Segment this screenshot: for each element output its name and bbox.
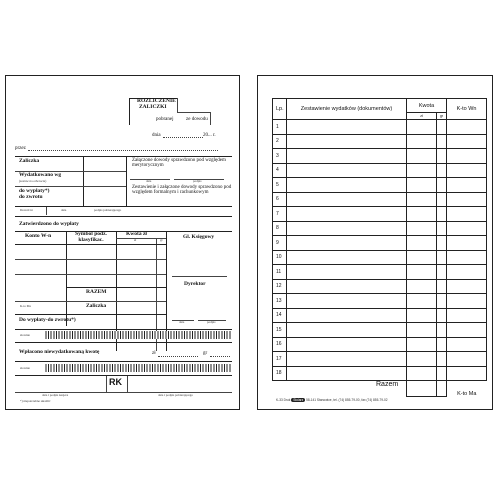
table-row	[273, 250, 487, 265]
row-amount-gr	[437, 192, 447, 207]
label-wydatkowano-sub: (zestaw na odwrocie)	[19, 179, 47, 183]
label-dnia: dnia	[152, 133, 161, 138]
row-amount-zl	[407, 236, 437, 251]
label-wplacono: Wpłacono niewydatkowaną kwotę	[19, 349, 100, 355]
footnote: *) niepotrzebne skreślić	[20, 399, 51, 403]
row-number: 14	[273, 308, 287, 323]
table-row	[273, 265, 487, 280]
label-rk: RK	[109, 377, 122, 387]
row-account	[447, 236, 487, 251]
row-amount-gr	[437, 236, 447, 251]
row-amount-zl	[407, 352, 437, 367]
table-row	[273, 236, 487, 251]
row-amount-gr	[437, 265, 447, 280]
row-description	[287, 250, 407, 265]
table-row	[273, 366, 487, 381]
row-number: 16	[273, 337, 287, 352]
row-amount-gr	[437, 221, 447, 236]
row-amount-gr	[437, 323, 447, 338]
label-podpis-pobierajacego: podpis pobierającego	[94, 208, 122, 212]
row-description	[287, 294, 407, 309]
table-row	[273, 308, 487, 323]
label-gr-2: gr	[203, 351, 208, 356]
row-number: 12	[273, 279, 287, 294]
row-amount-zl	[407, 308, 437, 323]
row-account	[447, 134, 487, 149]
expenses-table	[272, 98, 487, 397]
label-data-4: data	[179, 320, 185, 324]
row-description	[287, 337, 407, 352]
table-row	[273, 207, 487, 222]
row-amount-zl	[407, 120, 437, 135]
row-description	[287, 308, 407, 323]
text-zalaczone-merytoryczne: Załączone dowody sprawdzono pod względem merytorycznym	[132, 158, 226, 169]
header-symbol: Symbol podz. klasyfikac.	[75, 231, 107, 243]
table-row	[273, 134, 487, 149]
row-amount-gr	[437, 250, 447, 265]
table-row	[273, 352, 487, 367]
row-amount-zl	[407, 134, 437, 149]
row-amount-zl	[407, 192, 437, 207]
row-amount-gr	[437, 149, 447, 164]
row-description	[287, 163, 407, 178]
label-pobranej: pobranej	[156, 117, 174, 122]
label-dowod-nr: Dowód nr	[20, 208, 33, 212]
row-amount-gr	[437, 337, 447, 352]
label-slownie-1: słownie	[20, 333, 30, 337]
label-data-3: data	[61, 208, 67, 212]
row-account	[447, 149, 487, 164]
row-description	[287, 178, 407, 193]
label-dnia-year: 20... r.	[203, 133, 216, 138]
table-row	[273, 178, 487, 193]
label-k-to-ma: K-to Ma	[20, 304, 31, 308]
table-row	[273, 192, 487, 207]
table-row	[273, 279, 487, 294]
row-description	[287, 366, 407, 381]
label-do-wyplaty: do wypłaty*)	[19, 188, 50, 194]
footer-code: K-33 Druk	[276, 398, 291, 402]
row-amount-zl	[407, 207, 437, 222]
row-number: 3	[273, 149, 287, 164]
row-number: 7	[273, 207, 287, 222]
header-zestawienie: Zestawienie wydatków (dokumentów)	[287, 99, 407, 120]
row-number: 1	[273, 120, 287, 135]
row-number: 10	[273, 250, 287, 265]
table-row	[273, 120, 487, 135]
label-wydatkowano: Wydatkowano wg	[19, 172, 62, 178]
header-zl: zł	[134, 238, 137, 242]
header-kwota-zl: Kwota zł	[126, 231, 147, 237]
row-description	[287, 323, 407, 338]
row-amount-zl	[407, 294, 437, 309]
label-data-podpis-kasjera: data i podpis kasjera	[42, 393, 69, 397]
text-zestawienie-formalne: Zestawienie i załączone dowody sprawdzono pod względem formalnym i rachunkowym	[132, 185, 232, 196]
row-amount-gr	[437, 279, 447, 294]
row-description	[287, 352, 407, 367]
label-data-1: data	[146, 179, 152, 183]
hatched-slownie-field-1	[45, 331, 231, 339]
row-amount-zl	[407, 323, 437, 338]
row-number: 5	[273, 178, 287, 193]
row-number: 8	[273, 221, 287, 236]
form-title-line2: ZALICZKI	[139, 104, 167, 110]
row-account	[447, 265, 487, 280]
label-do-wyplaty-zwrotu: Do wypłaty-do zwrotu*)	[19, 317, 76, 323]
row-amount-gr	[437, 352, 447, 367]
table-row	[273, 337, 487, 352]
label-dyrektor: Dyrektor	[184, 281, 206, 287]
row-account	[447, 294, 487, 309]
row-account	[447, 337, 487, 352]
label-zl-2: zł	[152, 351, 156, 356]
row-amount-zl	[407, 149, 437, 164]
row-amount-zl	[407, 221, 437, 236]
label-do-zwrotu: do zwrotu	[19, 194, 43, 200]
table-row	[273, 323, 487, 338]
footer-brand-logo: Stolarz	[293, 398, 304, 402]
label-data-podpis-pobierajacego: data i podpis pobierającego	[158, 393, 193, 397]
row-number: 2	[273, 134, 287, 149]
row-description	[287, 236, 407, 251]
table-row	[273, 163, 487, 178]
row-description	[287, 134, 407, 149]
row-number: 4	[273, 163, 287, 178]
header-zl: zł	[407, 113, 437, 120]
label-razem: Razem	[376, 381, 399, 388]
row-amount-gr	[437, 308, 447, 323]
label-przez: przez	[15, 146, 26, 151]
row-amount-zl	[407, 337, 437, 352]
row-description	[287, 207, 407, 222]
label-k-to-ma: K-to Ma	[457, 390, 477, 397]
row-description	[287, 279, 407, 294]
row-account	[447, 352, 487, 367]
row-account	[447, 178, 487, 193]
row-account	[447, 308, 487, 323]
row-amount-gr	[437, 294, 447, 309]
row-description	[287, 120, 407, 135]
row-number: 17	[273, 352, 287, 367]
row-amount-zl	[407, 163, 437, 178]
table-row	[273, 149, 487, 164]
row-amount-zl	[407, 178, 437, 193]
header-konto-wn: Konto W-n	[25, 233, 52, 239]
row-amount-zl	[407, 366, 437, 381]
row-amount-gr	[437, 366, 447, 381]
row-number: 18	[273, 366, 287, 381]
table-row	[273, 221, 487, 236]
row-account	[447, 250, 487, 265]
label-zatwierdzono: Zatwierdzono do wypłaty	[19, 221, 79, 227]
header-gr: gr	[437, 113, 447, 120]
row-amount-gr	[437, 178, 447, 193]
row-number: 15	[273, 323, 287, 338]
row-amount-zl	[407, 250, 437, 265]
row-number: 9	[273, 236, 287, 251]
row-description	[287, 265, 407, 280]
row-number: 13	[273, 294, 287, 309]
header-gl-ksiegowy: Gl. Księgowy	[183, 234, 215, 240]
row-amount-zl	[407, 279, 437, 294]
header-gr: gr	[160, 238, 163, 242]
hatched-slownie-field-2	[45, 364, 231, 372]
row-description	[287, 192, 407, 207]
row-number: 11	[273, 265, 287, 280]
header-kwota: Kwota	[407, 99, 447, 113]
form-back-page	[257, 75, 493, 410]
row-amount-gr	[437, 207, 447, 222]
label-razem: RAZEM	[86, 289, 107, 295]
label-slownie-2: słownie	[20, 366, 30, 370]
row-description	[287, 221, 407, 236]
row-account	[447, 120, 487, 135]
label-ze-dowodu: ze dowodu	[186, 117, 208, 122]
row-account	[447, 221, 487, 236]
form-title-line1: ROZLICZENIE	[137, 98, 176, 104]
row-account	[447, 323, 487, 338]
row-account	[447, 279, 487, 294]
header-lp: Lp.	[273, 99, 287, 120]
row-amount-gr	[437, 120, 447, 135]
label-podpis-1: podpis	[193, 179, 202, 183]
footer-address: 58-141 Stanowice, tel. (74) 855-79-00, fax (74) 855-79-02	[306, 398, 388, 402]
row-amount-zl	[407, 265, 437, 280]
form-front-page	[5, 75, 240, 410]
label-zaliczka-2: Zaliczka	[86, 303, 107, 309]
row-amount-gr	[437, 134, 447, 149]
label-zaliczka: Zaliczka	[19, 158, 40, 164]
table-row	[273, 294, 487, 309]
header-k-to-wn: K-to Wn	[447, 99, 487, 120]
row-account	[447, 192, 487, 207]
row-amount-gr	[437, 163, 447, 178]
row-account	[447, 207, 487, 222]
footer-print-info	[276, 399, 388, 402]
row-account	[447, 163, 487, 178]
row-number: 6	[273, 192, 287, 207]
row-description	[287, 149, 407, 164]
row-account	[447, 366, 487, 381]
label-podpis-4: podpis	[207, 320, 216, 324]
